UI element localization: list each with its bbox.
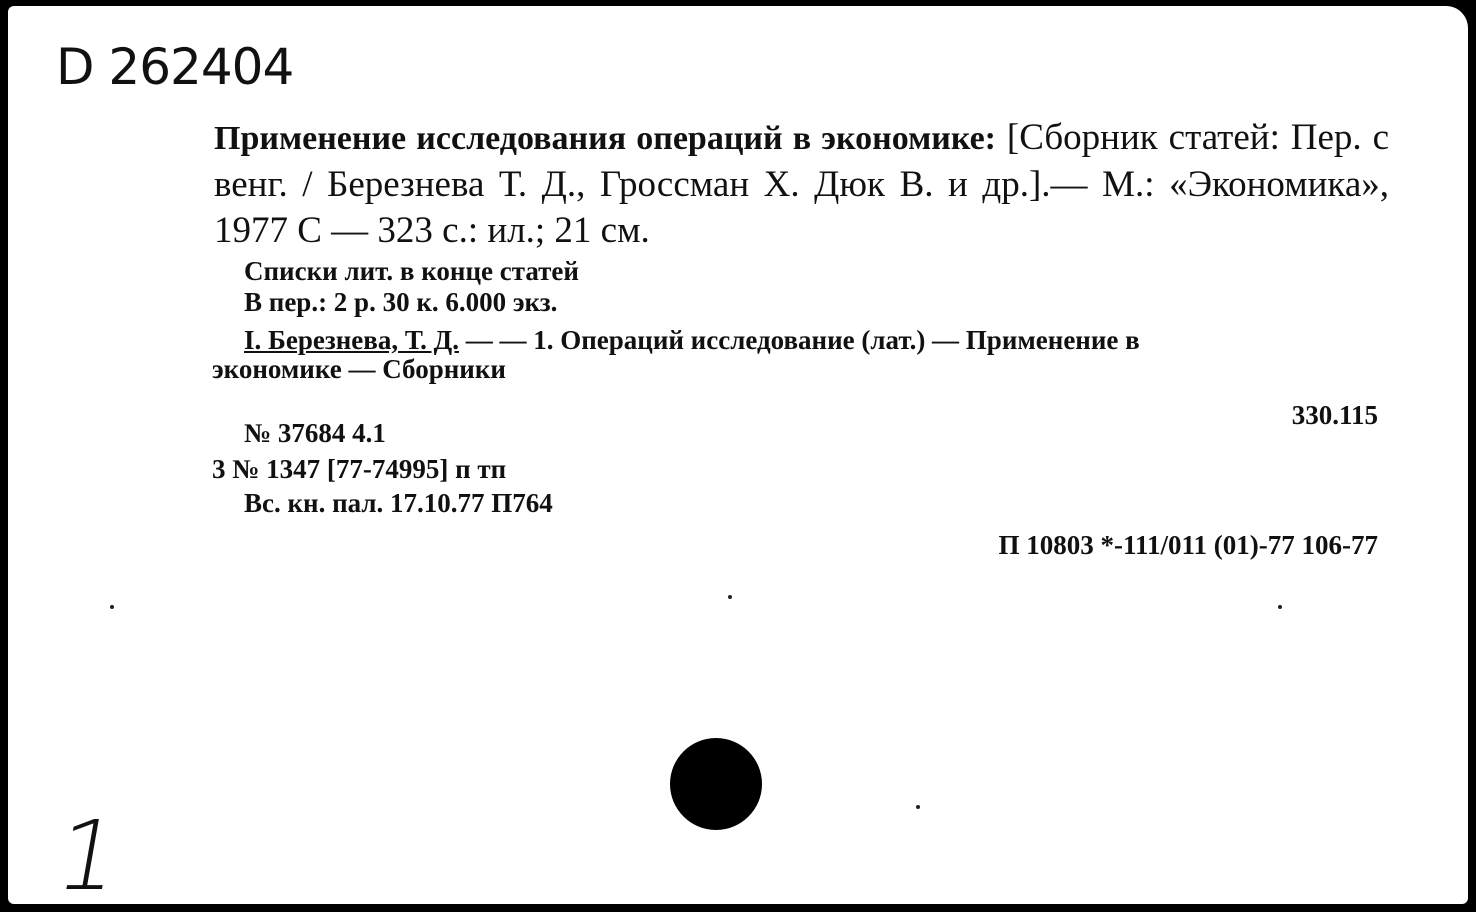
record-number-1: № 37684 4.1 bbox=[244, 418, 386, 448]
record-number-3: Вс. кн. пал. 17.10.77 П764 bbox=[244, 488, 553, 518]
tracing-author: I. Березнева, Т. Д. bbox=[244, 325, 459, 355]
record-details: [Сборник статей: Пер. с венг. / Березнева Т. Д., Гроссман Х. Дюк В. и др.].— М.: «Экономика», 1977 С — 323 с.: ил.; 21 см. bbox=[214, 117, 1389, 251]
record-title: Применение исследования операций в экономике: bbox=[214, 120, 996, 157]
record-main-entry bbox=[214, 115, 1389, 254]
handwritten-catalog-id: D 262404 bbox=[56, 38, 294, 96]
tracing-subject-cont: экономике — Сборники bbox=[212, 354, 506, 384]
handwritten-card-number: 1 bbox=[48, 800, 129, 912]
udc-number: 330.115 bbox=[1291, 400, 1378, 430]
speck bbox=[916, 805, 920, 809]
note-bibliography: Списки лит. в конце статей bbox=[244, 256, 579, 286]
tracings bbox=[244, 325, 1140, 355]
tracing-subject: — — 1. Операций исследование (лат.) — Применение в bbox=[458, 325, 1140, 355]
note-price: В пер.: 2 р. 30 к. 6.000 экз. bbox=[244, 287, 558, 317]
speck bbox=[1278, 605, 1282, 609]
record-number-2: 3 № 1347 [77-74995] п тп bbox=[212, 454, 507, 484]
speck bbox=[110, 605, 114, 609]
publisher-index: П 10803 *-111/011 (01)-77 106-77 bbox=[998, 530, 1378, 560]
speck bbox=[728, 595, 732, 599]
punch-hole bbox=[670, 738, 762, 830]
